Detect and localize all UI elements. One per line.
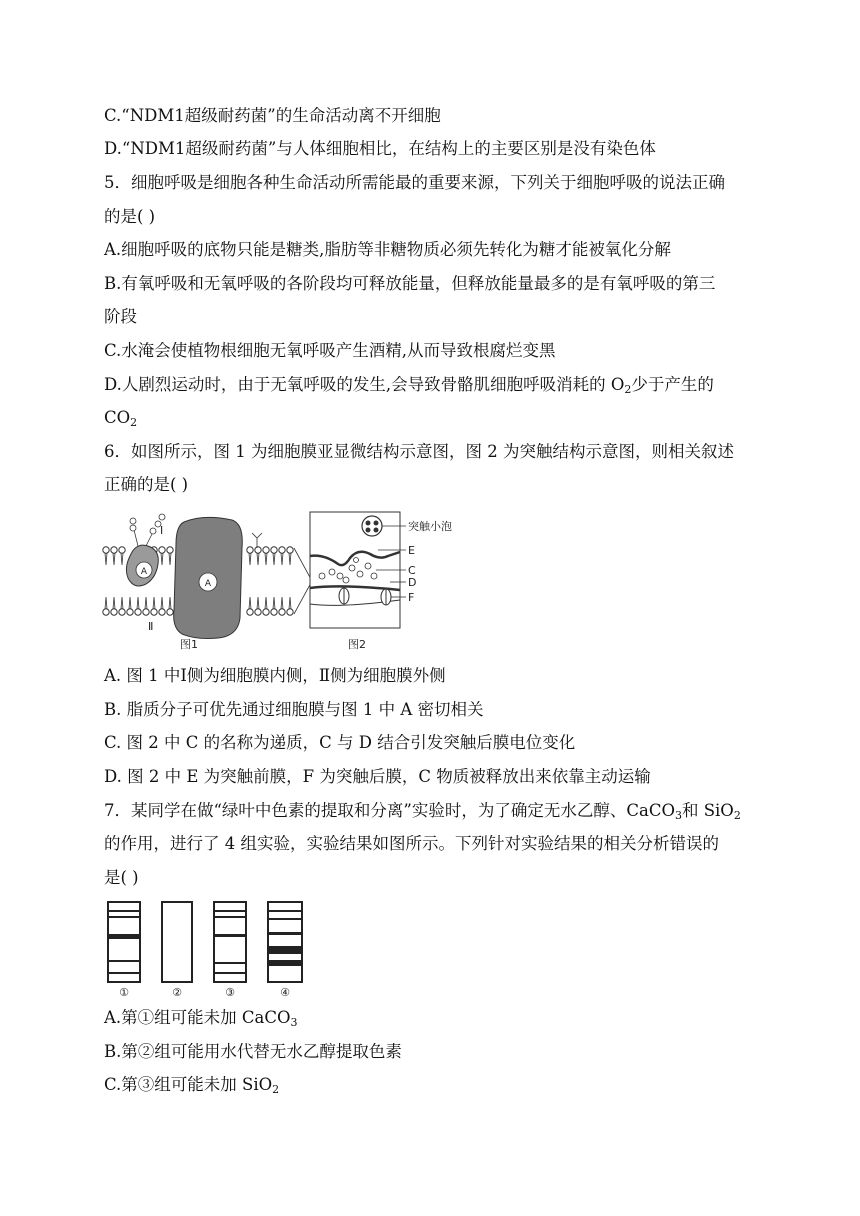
- fig2-label-f: F: [408, 591, 415, 604]
- q5-option-b-line2: 阶段: [104, 307, 137, 326]
- q4-option-c: C.“NDM1超级耐药菌”的生命活动离不开细胞: [104, 106, 441, 125]
- fig1-label-a-large: A: [204, 579, 212, 589]
- q6-option-b: B. 脂质分子可优先通过细胞膜与图 1 中 A 密切相关: [104, 700, 484, 719]
- tube-1-label: ①: [119, 986, 129, 999]
- fig1-caption: 图1: [180, 638, 198, 651]
- q6-option-c: C. 图 2 中 C 的名称为递质，C 与 D 结合引发突触后膜电位变化: [104, 733, 576, 752]
- tube-1: [108, 902, 140, 999]
- fig1-label-side-i: Ⅰ: [160, 524, 164, 537]
- q6-option-d: D. 图 2 中 E 为突触前膜，F 为突触后膜，C 物质被释放出来依靠主动运输: [104, 767, 651, 786]
- q6-stem-line2: 正确的是( ): [104, 475, 189, 494]
- q5-option-d-line2: $CO_2$: [104, 408, 138, 429]
- q7-option-a: A.第①组可能未加 CaCO$_3$: [104, 1008, 298, 1029]
- tube-4: [268, 902, 302, 999]
- fig2-label-c: C: [408, 564, 416, 577]
- q5-option-c: C.水淹会使植物根细胞无氧呼吸产生酒精,从而导致根腐烂变黑: [104, 341, 556, 360]
- q5-option-d-line1: D.人剧烈运动时，由于无氧呼吸的发生,会导致骨骼肌细胞呼吸消耗的 $O_2$少于产生的: [104, 375, 714, 396]
- fig2-label-vesicle: 突触小泡: [408, 520, 452, 533]
- q5-stem-line2: 的是( ): [104, 207, 156, 226]
- fig1-membrane: [103, 514, 324, 651]
- tube-3: [214, 902, 246, 999]
- q7-option-b: B.第②组可能用水代替无水乙醇提取色素: [104, 1042, 402, 1061]
- tube-2-label: ②: [172, 986, 182, 999]
- fig2-caption: 图2: [348, 638, 366, 651]
- fig1-label-a-small: A: [140, 567, 148, 577]
- fig2-label-d: D: [408, 576, 417, 589]
- q6-stem-line1: 6．如图所示，图 1 为细胞膜亚显微结构示意图，图 2 为突触结构示意图，则相关叙述: [104, 442, 734, 461]
- tube-2: [162, 902, 192, 999]
- fig2-synapse: [310, 512, 452, 651]
- q6-option-a: A. 图 1 中Ⅰ侧为细胞膜内侧，Ⅱ侧为细胞膜外侧: [104, 666, 446, 685]
- q7-stem-line3: 是( ): [104, 868, 139, 887]
- fig1-label-side-ii: Ⅱ: [148, 620, 154, 633]
- q5-stem-line1: 5．细胞呼吸是细胞各种生命活动所需能最的重要来源，下列关于细胞呼吸的说法正确: [104, 173, 725, 192]
- q7-stem-line2: 的作用，进行了 4 组实验，实验结果如图所示。下列针对实验结果的相关分析错误的: [104, 834, 719, 853]
- q7-stem-line1: 7．某同学在做“绿叶中色素的提取和分离”实验时，为了确定无水乙醇、CaCO$_3$和 SiO$_2$: [104, 801, 741, 822]
- q6-figure: [100, 508, 480, 653]
- q4-option-d: D.“NDM1超级耐药菌”与人体细胞相比，在结构上的主要区别是没有染色体: [104, 139, 656, 158]
- q7-option-c: C.第③组可能未加 SiO$_2$: [104, 1075, 280, 1096]
- q7-figure: [104, 900, 314, 1000]
- q5-option-b-line1: B.有氧呼吸和无氧呼吸的各阶段均可释放能量，但释放能量最多的是有氧呼吸的第三: [104, 274, 716, 293]
- tube-3-label: ③: [225, 986, 235, 999]
- tube-4-label: ④: [280, 986, 290, 999]
- fig2-label-e: E: [408, 544, 415, 557]
- synaptic-vesicle-icon: [362, 516, 382, 536]
- q5-option-a: A.细胞呼吸的底物只能是糖类,脂肪等非糖物质必须先转化为糖才能被氧化分解: [104, 240, 671, 259]
